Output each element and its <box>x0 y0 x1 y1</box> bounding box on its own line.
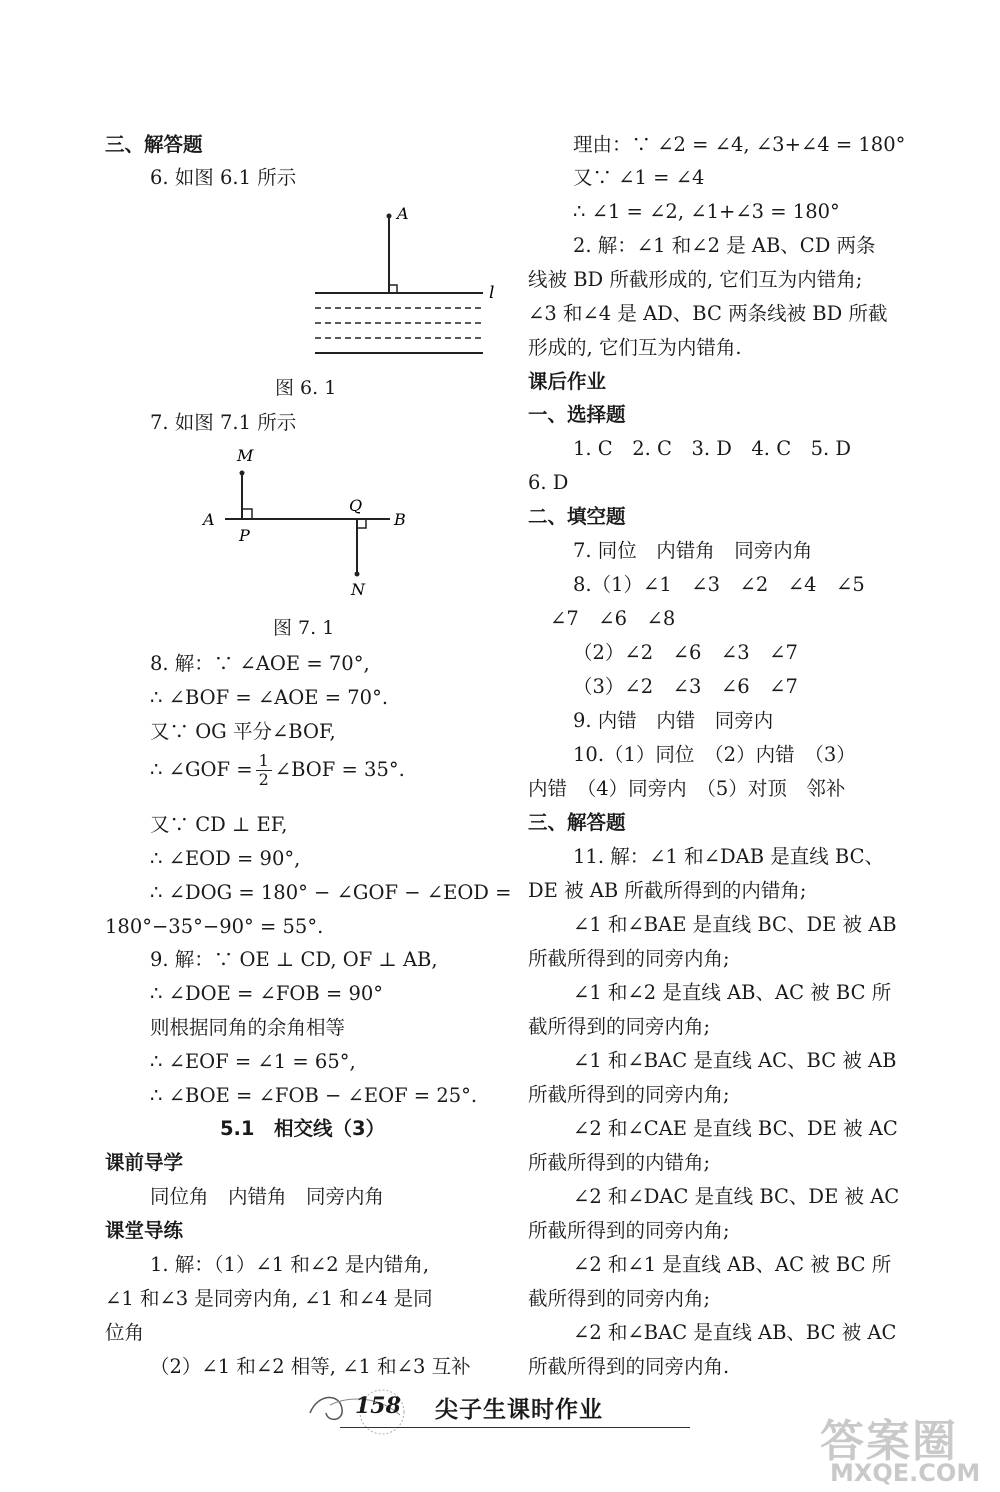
label-b: B <box>394 510 406 529</box>
answer-line: ∠2 和∠CAE 是直线 BC、DE 被 AC <box>573 1117 898 1140</box>
answer-line: 又∵ ∠1 = ∠4 <box>573 166 705 189</box>
watermark-url: MXQE.COM <box>830 1459 981 1487</box>
answer-line: 内错 （4）同旁内 （5）对顶 邻补 <box>528 777 846 800</box>
answer-line: ∠2 和∠DAC 是直线 BC、DE 被 AC <box>573 1185 900 1208</box>
figure-caption: 图 7. 1 <box>273 617 335 639</box>
answer-line: 又∵ OG 平分∠BOF, <box>150 720 336 743</box>
question-6: 6. 如图 6.1 所示 <box>150 166 297 189</box>
answer-line: 1. C 2. C 3. D 4. C 5. D <box>573 437 852 460</box>
answer-line: ∴ ∠BOF = ∠AOE = 70°. <box>150 686 389 709</box>
answer-line: 又∵ CD ⊥ EF, <box>150 813 288 836</box>
answer-line: ∠2 和∠1 是直线 AB、AC 被 BC 所 <box>573 1253 892 1276</box>
answer-line: ∠1 和∠BAE 是直线 BC、DE 被 AB <box>573 913 897 936</box>
answer-line: ∴ ∠BOE = ∠FOB − ∠EOF = 25°. <box>150 1084 478 1107</box>
answer-line: ∴ ∠DOG = 180° − ∠GOF − ∠EOD = <box>150 881 512 904</box>
answer-line: ∠1 和∠2 是直线 AB、AC 被 BC 所 <box>573 981 892 1004</box>
answer-line: ∴ ∠EOD = 90°, <box>150 847 301 870</box>
answer-line: 所截所得到的同旁内角; <box>528 1083 730 1106</box>
section-heading: 二、填空题 <box>528 505 626 528</box>
answer-line: ∠7 ∠6 ∠8 <box>550 607 676 630</box>
label-q: Q <box>349 496 363 515</box>
answer-line: 180°−35°−90° = 55°. <box>105 915 324 938</box>
answer-line: ∴ ∠EOF = ∠1 = 65°, <box>150 1050 356 1073</box>
answer-line: 2. 解：∠1 和∠2 是 AB、CD 两条 <box>573 234 876 257</box>
answer-line: 7. 同位 内错角 同旁内角 <box>573 539 813 562</box>
page-number: 158 <box>355 1393 401 1419</box>
point-m <box>240 471 245 476</box>
page-footer <box>300 1385 700 1445</box>
answer-line: 11. 解：∠1 和∠DAB 是直线 BC、 <box>573 845 885 868</box>
label-a: A <box>397 204 409 223</box>
book-title: 尖子生课时作业 <box>435 1397 603 1423</box>
answer-line: 1. 解：（1）∠1 和∠2 是内错角, <box>150 1253 430 1276</box>
answer-line: ∠1 和∠3 是同旁内角, ∠1 和∠4 是同 <box>105 1287 433 1310</box>
answer-line: 理由：∵ ∠2 = ∠4, ∠3+∠4 = 180° <box>573 133 906 156</box>
answer-line-fraction <box>105 752 405 789</box>
label-n: N <box>351 580 365 599</box>
answer-line: 截所得到的同旁内角; <box>528 1287 711 1310</box>
answer-text: ∴ ∠GOF = <box>150 758 253 781</box>
answer-line: 同位角 内错角 同旁内角 <box>150 1185 385 1208</box>
fraction-numerator: 1 <box>256 752 272 771</box>
answer-line: （3）∠2 ∠3 ∠6 ∠7 <box>573 675 798 698</box>
question-7: 7. 如图 7.1 所示 <box>150 411 297 434</box>
answer-text: ∠BOF = 35°. <box>274 758 405 781</box>
subsection-heading: 课堂导练 <box>105 1219 184 1242</box>
section-heading: 三、解答题 <box>105 133 203 156</box>
answer-line: 则根据同角的余角相等 <box>150 1016 346 1039</box>
answer-line: 10.（1）同位 （2）内错 （3） <box>573 743 856 766</box>
answer-line: ∴ ∠DOE = ∠FOB = 90° <box>150 982 384 1005</box>
subsection-heading: 课前导学 <box>105 1151 184 1174</box>
section-heading: 一、选择题 <box>528 403 626 426</box>
watermark-text: 答案圈 <box>820 1416 958 1467</box>
answer-line: ∠3 和∠4 是 AD、BC 两条线被 BD 所截 <box>528 302 888 325</box>
answer-line: 6. D <box>528 471 569 494</box>
label-l: l <box>489 283 495 303</box>
fraction-denominator: 2 <box>258 770 269 789</box>
answer-line: 所截所得到的同旁内角; <box>528 947 730 970</box>
answer-line: （2）∠1 和∠2 相等, ∠1 和∠3 互补 <box>150 1355 471 1378</box>
label-p: P <box>239 526 250 545</box>
answer-line: 8.（1）∠1 ∠3 ∠2 ∠4 ∠5 <box>573 573 865 596</box>
answer-line: 所截所得到的同旁内角. <box>528 1355 730 1378</box>
footer-divider <box>340 1427 690 1428</box>
point-a <box>387 214 392 219</box>
section-title: 5.1 相交线（3） <box>219 1117 386 1140</box>
fraction <box>256 752 272 789</box>
answer-line: 线被 BD 所截形成的, 它们互为内错角; <box>528 268 863 291</box>
right-angle-mark-q <box>357 519 366 528</box>
answer-line: 形成的, 它们互为内错角. <box>528 336 742 359</box>
right-angle-mark-p <box>242 509 252 519</box>
answer-line: DE 被 AB 所截所得到的内错角; <box>528 879 807 902</box>
figure-caption: 图 6. 1 <box>275 377 337 399</box>
figure-7-1 <box>195 443 515 603</box>
answer-line: ∠2 和∠BAC 是直线 AB、BC 被 AC <box>573 1321 897 1344</box>
watermark-logo <box>810 1405 995 1490</box>
answer-line: 9. 内错 内错 同旁内 <box>573 709 774 732</box>
answer-line: 9. 解：∵ OE ⊥ CD, OF ⊥ AB, <box>150 948 438 971</box>
answer-line: 所截所得到的同旁内角; <box>528 1219 730 1242</box>
answer-line: 位角 <box>105 1321 145 1344</box>
section-heading: 三、解答题 <box>528 811 626 834</box>
label-m: M <box>237 446 254 465</box>
answer-line: （2）∠2 ∠6 ∠3 ∠7 <box>573 641 798 664</box>
label-a: A <box>203 510 215 529</box>
answer-line: ∴ ∠1 = ∠2, ∠1+∠3 = 180° <box>573 200 840 223</box>
right-angle-mark <box>389 285 397 293</box>
answer-line: 截所得到的同旁内角; <box>528 1015 711 1038</box>
subsection-heading: 课后作业 <box>528 370 607 393</box>
answer-line: 8. 解：∵ ∠AOE = 70°, <box>150 652 370 675</box>
figure-6-1 <box>205 203 505 363</box>
answer-line: 所截所得到的内错角; <box>528 1151 711 1174</box>
answer-line: ∠1 和∠BAC 是直线 AC、BC 被 AB <box>573 1049 897 1072</box>
point-n <box>355 572 360 577</box>
